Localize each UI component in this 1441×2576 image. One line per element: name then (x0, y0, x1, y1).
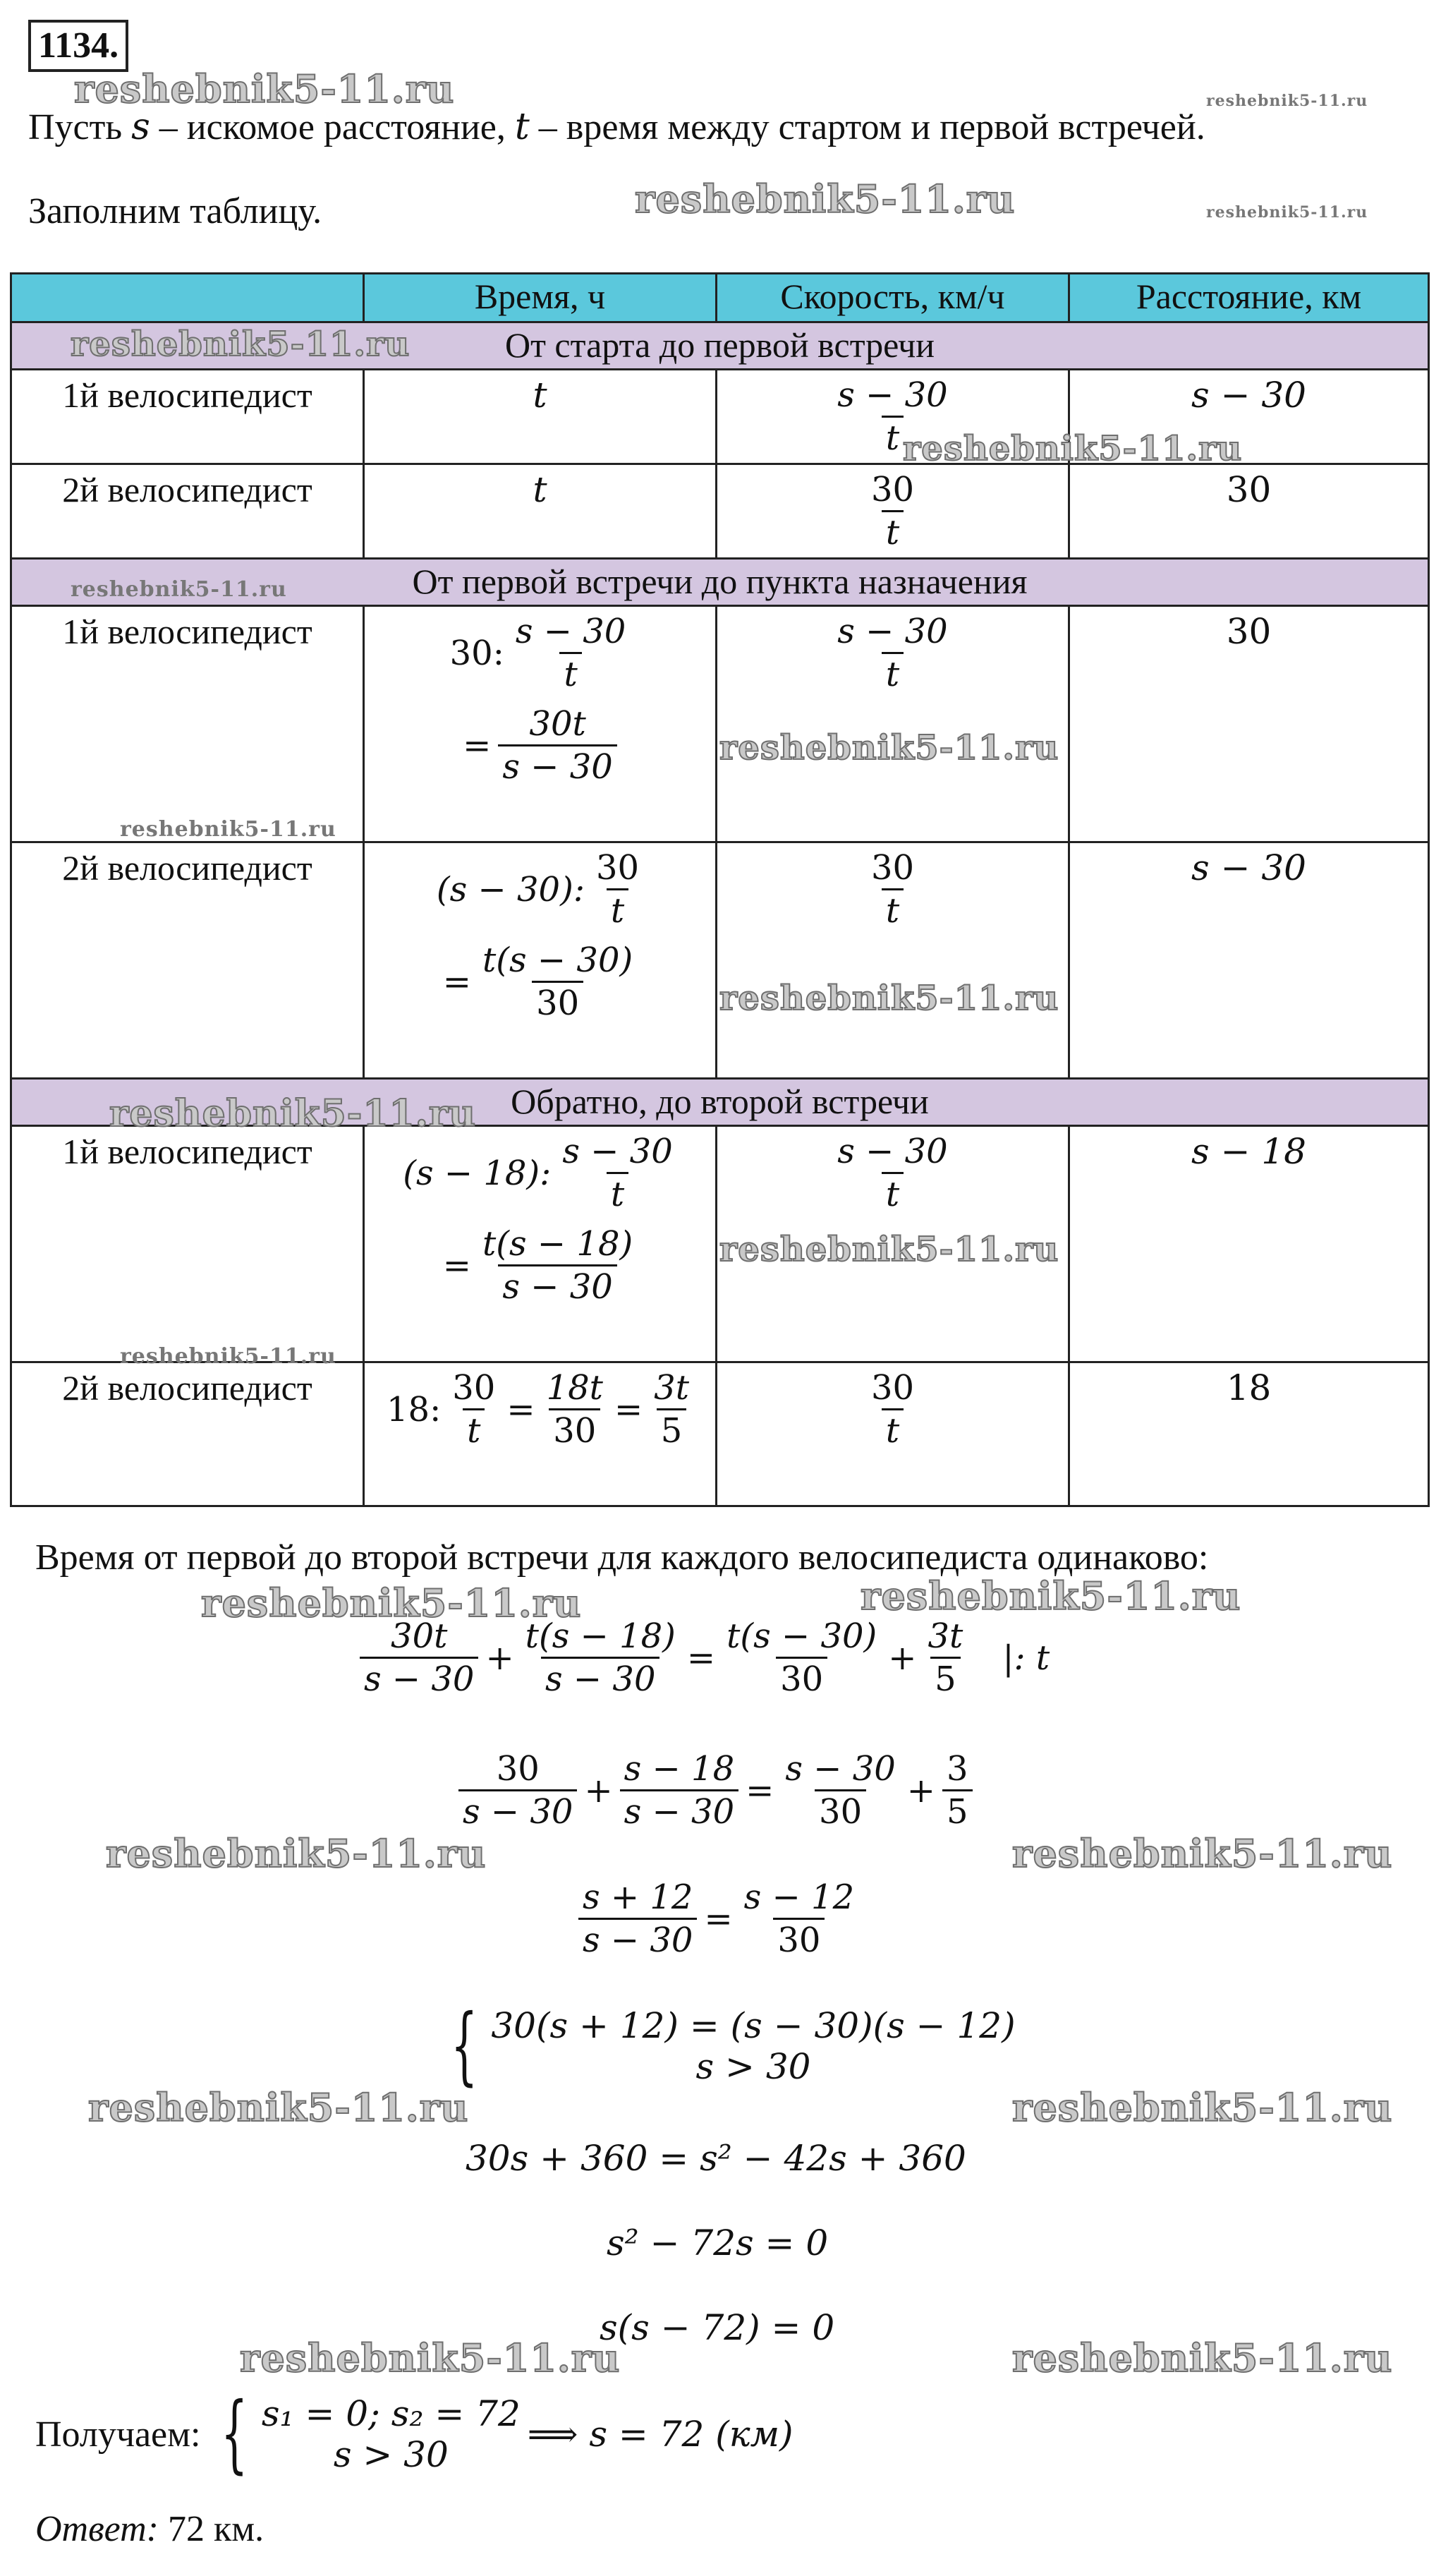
numerator: 30 (870, 470, 915, 509)
fraction (478, 1223, 637, 1307)
fraction (923, 1616, 967, 1700)
watermark: reshebnik5-11.ru (88, 2085, 469, 2130)
prefix: 18: (387, 1389, 442, 1429)
watermark: reshebnik5-11.ru (109, 1092, 477, 1135)
table-row (11, 464, 1429, 559)
intro-line-1 (28, 106, 1205, 148)
table-row (11, 606, 1429, 842)
time-expression: 18: $\frac{30}{t}$ = $\frac{18t}{30}$ = $\frac{3t}{5}$ (370, 1367, 710, 1451)
watermark: reshebnik5-11.ru (1206, 92, 1368, 110)
equation-2: $\frac{30}{s - 30}$ + $\frac{s - 18}{s - 30}$ = $\frac{s - 30}{30}$ + $\frac{3}{5}$ (458, 1748, 973, 1832)
rider-name: 1й велосипедист (11, 370, 364, 464)
header-cell (11, 274, 364, 322)
denominator: s − 30 (360, 1657, 478, 1700)
numerator: t(s − 30) (482, 941, 633, 980)
prefix: 30: (449, 633, 504, 673)
divide-note: |: t (1002, 1638, 1050, 1678)
numerator: t(s − 18) (525, 1616, 676, 1656)
time-expression (370, 611, 710, 695)
numerator: s + 12 (583, 1877, 693, 1917)
numerator: s − 30 (837, 612, 948, 651)
fraction (867, 847, 918, 931)
section-title: От первой встречи до пункта назначения (11, 559, 1429, 606)
var-t: t (514, 106, 530, 148)
watermark: reshebnik5-11.ru (120, 1344, 336, 1369)
system-line: s₁ = 0; s₂ = 72 (261, 2393, 521, 2434)
denominator: t (882, 652, 904, 695)
answer-label: Ответ: (35, 2509, 159, 2549)
equation-6: s(s − 72) = 0 (600, 2307, 835, 2348)
denominator: 5 (657, 1408, 687, 1451)
numerator: 18t (546, 1368, 603, 1408)
watermark: reshebnik5-11.ru (1012, 2085, 1393, 2130)
watermark: reshebnik5-11.ru (1012, 1831, 1393, 1876)
fraction (511, 611, 630, 695)
denominator: 30 (532, 981, 583, 1024)
watermark: reshebnik5-11.ru (201, 1580, 582, 1626)
numerator: t(s − 30) (726, 1616, 877, 1656)
numerator: 3t (928, 1616, 963, 1656)
denominator: s − 30 (578, 1918, 697, 1961)
system-1 (437, 1997, 1016, 2095)
answer-value: 72 км. (158, 2509, 265, 2549)
denominator: 5 (942, 1789, 973, 1832)
rider-name: 1й велосипедист (11, 1126, 364, 1362)
numerator: 30t (529, 704, 586, 744)
rider-name: 2й велосипедист (11, 1362, 364, 1506)
numerator: s − 30 (837, 375, 948, 415)
intro-text: Пусть (28, 107, 132, 147)
denominator: t (882, 888, 904, 931)
denominator: 30 (773, 1918, 825, 1961)
equation-1: $\frac{30t}{s - 30}$ + $\frac{t(s - 18)}{s - 30}$ = $\frac{t(s - 30)}{30}$ + $\frac{3t}{5}$ |: t (360, 1616, 1050, 1700)
denominator: s − 30 (620, 1789, 738, 1832)
denominator: s − 30 (541, 1657, 659, 1700)
watermark: reshebnik5-11.ru (120, 817, 336, 842)
solution-statement: Время от первой до второй встречи для каждого велосипедиста одинаково: (35, 1537, 1209, 1578)
denominator: t (882, 416, 904, 459)
fraction (542, 1367, 607, 1451)
section-title: От старта до первой встречи (11, 322, 1429, 370)
cell-value: 30 (1226, 611, 1272, 652)
fraction (650, 1367, 693, 1451)
result-line (35, 2385, 794, 2483)
system-2 (207, 2385, 521, 2483)
system-line: s > 30 (333, 2434, 449, 2475)
watermark: reshebnik5-11.ru (719, 979, 1059, 1018)
numerator: s − 18 (624, 1749, 735, 1789)
cell-value: 18 (1226, 1367, 1272, 1408)
table-header-row (11, 274, 1429, 322)
numerator: t(s − 18) (482, 1224, 633, 1264)
denominator: t (463, 1408, 485, 1451)
header-cell: Скорость, км/ч (717, 274, 1069, 322)
system-line: s > 30 (695, 2046, 811, 2087)
numerator: s − 30 (562, 1132, 673, 1171)
denominator: t (607, 1172, 628, 1215)
watermark: reshebnik5-11.ru (71, 577, 287, 602)
numerator: s − 30 (785, 1749, 896, 1789)
cell-value: 30 (1226, 469, 1272, 510)
header-cell: Расстояние, км (1069, 274, 1429, 322)
intro-text: – время между стартом и первой встречей. (529, 107, 1205, 147)
cell-value: s − 30 (1191, 375, 1306, 416)
time-expression: = $\frac{t(s - 18)}{s - 30}$ (370, 1223, 710, 1307)
fraction (867, 469, 918, 553)
watermark: reshebnik5-11.ru (719, 1230, 1059, 1269)
numerator: s − 30 (837, 1132, 948, 1171)
table-row (11, 1362, 1429, 1506)
intro-text: – искомое расстояние, (150, 107, 515, 147)
denominator: 30 (549, 1408, 600, 1451)
denominator: t (882, 1172, 904, 1215)
denominator: 30 (776, 1657, 827, 1700)
watermark: reshebnik5-11.ru (106, 1831, 487, 1876)
denominator: t (559, 652, 581, 695)
fraction (833, 1131, 951, 1215)
result-value: ⟹ s = 72 (км) (527, 2414, 794, 2455)
cell-value: s − 30 (1191, 847, 1306, 888)
numerator: 3 (947, 1749, 968, 1789)
denominator: t (882, 1408, 904, 1451)
numerator: 30 (452, 1368, 496, 1408)
watermark: reshebnik5-11.ru (861, 1573, 1241, 1619)
problem-number: 1134. (28, 20, 128, 72)
equation-3: $\frac{s + 12}{s - 30}$ = $\frac{s - 12}{30}$ (578, 1877, 858, 1961)
fraction (578, 1877, 697, 1961)
fraction (360, 1616, 478, 1700)
watermark: reshebnik5-11.ru (1206, 203, 1368, 222)
numerator: s − 12 (743, 1877, 855, 1917)
denominator: s − 30 (498, 744, 616, 787)
numerator: 30 (496, 1749, 540, 1789)
table-row (11, 842, 1429, 1079)
fraction (722, 1616, 881, 1700)
var-s: s (131, 106, 150, 148)
section-title: Обратно, до второй встречи (11, 1079, 1429, 1126)
fraction (833, 611, 951, 695)
denominator: 5 (930, 1657, 961, 1700)
watermark: reshebnik5-11.ru (1012, 2335, 1393, 2381)
denominator: s − 30 (458, 1789, 577, 1832)
numerator: 30 (596, 848, 640, 888)
fraction (558, 1131, 676, 1215)
fraction (521, 1616, 680, 1700)
fraction (942, 1748, 973, 1832)
denominator: 30 (815, 1789, 866, 1832)
prefix: (s − 18): (403, 1153, 552, 1193)
fraction (867, 1367, 918, 1451)
cell-value: s − 18 (1191, 1131, 1306, 1172)
brace: { (221, 2385, 248, 2483)
fraction (458, 1748, 577, 1832)
time-expression: = $\frac{30t}{s - 30}$ (370, 703, 710, 787)
numerator: s − 30 (515, 612, 626, 651)
time-expression (370, 1131, 710, 1215)
numerator: 3t (654, 1368, 689, 1408)
system-line: 30(s + 12) = (s − 30)(s − 12) (491, 2005, 1016, 2046)
time-expression: = $\frac{t(s - 30)}{30}$ (370, 940, 710, 1024)
rider-name: 2й велосипедист (11, 842, 364, 1079)
time-expression (370, 847, 710, 931)
fraction (620, 1748, 738, 1832)
watermark: reshebnik5-11.ru (71, 325, 411, 364)
intro-line-2: Заполним таблицу. (28, 191, 322, 231)
numerator: 30 (870, 1368, 915, 1408)
denominator: s − 30 (498, 1264, 616, 1307)
watermark: reshebnik5-11.ru (635, 176, 1016, 222)
fraction (478, 940, 637, 1024)
denominator: t (607, 888, 628, 931)
watermark: reshebnik5-11.ru (903, 429, 1243, 468)
fraction (592, 847, 643, 931)
watermark: reshebnik5-11.ru (240, 2335, 621, 2381)
equation-5: s² − 72s = 0 (607, 2223, 829, 2263)
fraction (498, 703, 616, 787)
result-label: Получаем: (35, 2414, 201, 2455)
header-cell: Время, ч (364, 274, 717, 322)
prefix: (s − 30): (436, 869, 585, 909)
brace: { (451, 1997, 478, 2095)
watermark: reshebnik5-11.ru (74, 66, 455, 111)
fraction (781, 1748, 899, 1832)
fraction (448, 1367, 499, 1451)
rider-name: 2й велосипедист (11, 464, 364, 559)
rider-name: 1й велосипедист (11, 606, 364, 842)
fraction (740, 1877, 858, 1961)
numerator: 30t (391, 1616, 448, 1656)
watermark: reshebnik5-11.ru (719, 728, 1059, 768)
denominator: t (882, 510, 904, 553)
equation-4: 30s + 360 = s² − 42s + 360 (466, 2138, 966, 2179)
cell-value: t (533, 375, 547, 416)
answer-line (35, 2508, 264, 2550)
cell-value: t (533, 469, 547, 510)
numerator: 30 (870, 848, 915, 888)
